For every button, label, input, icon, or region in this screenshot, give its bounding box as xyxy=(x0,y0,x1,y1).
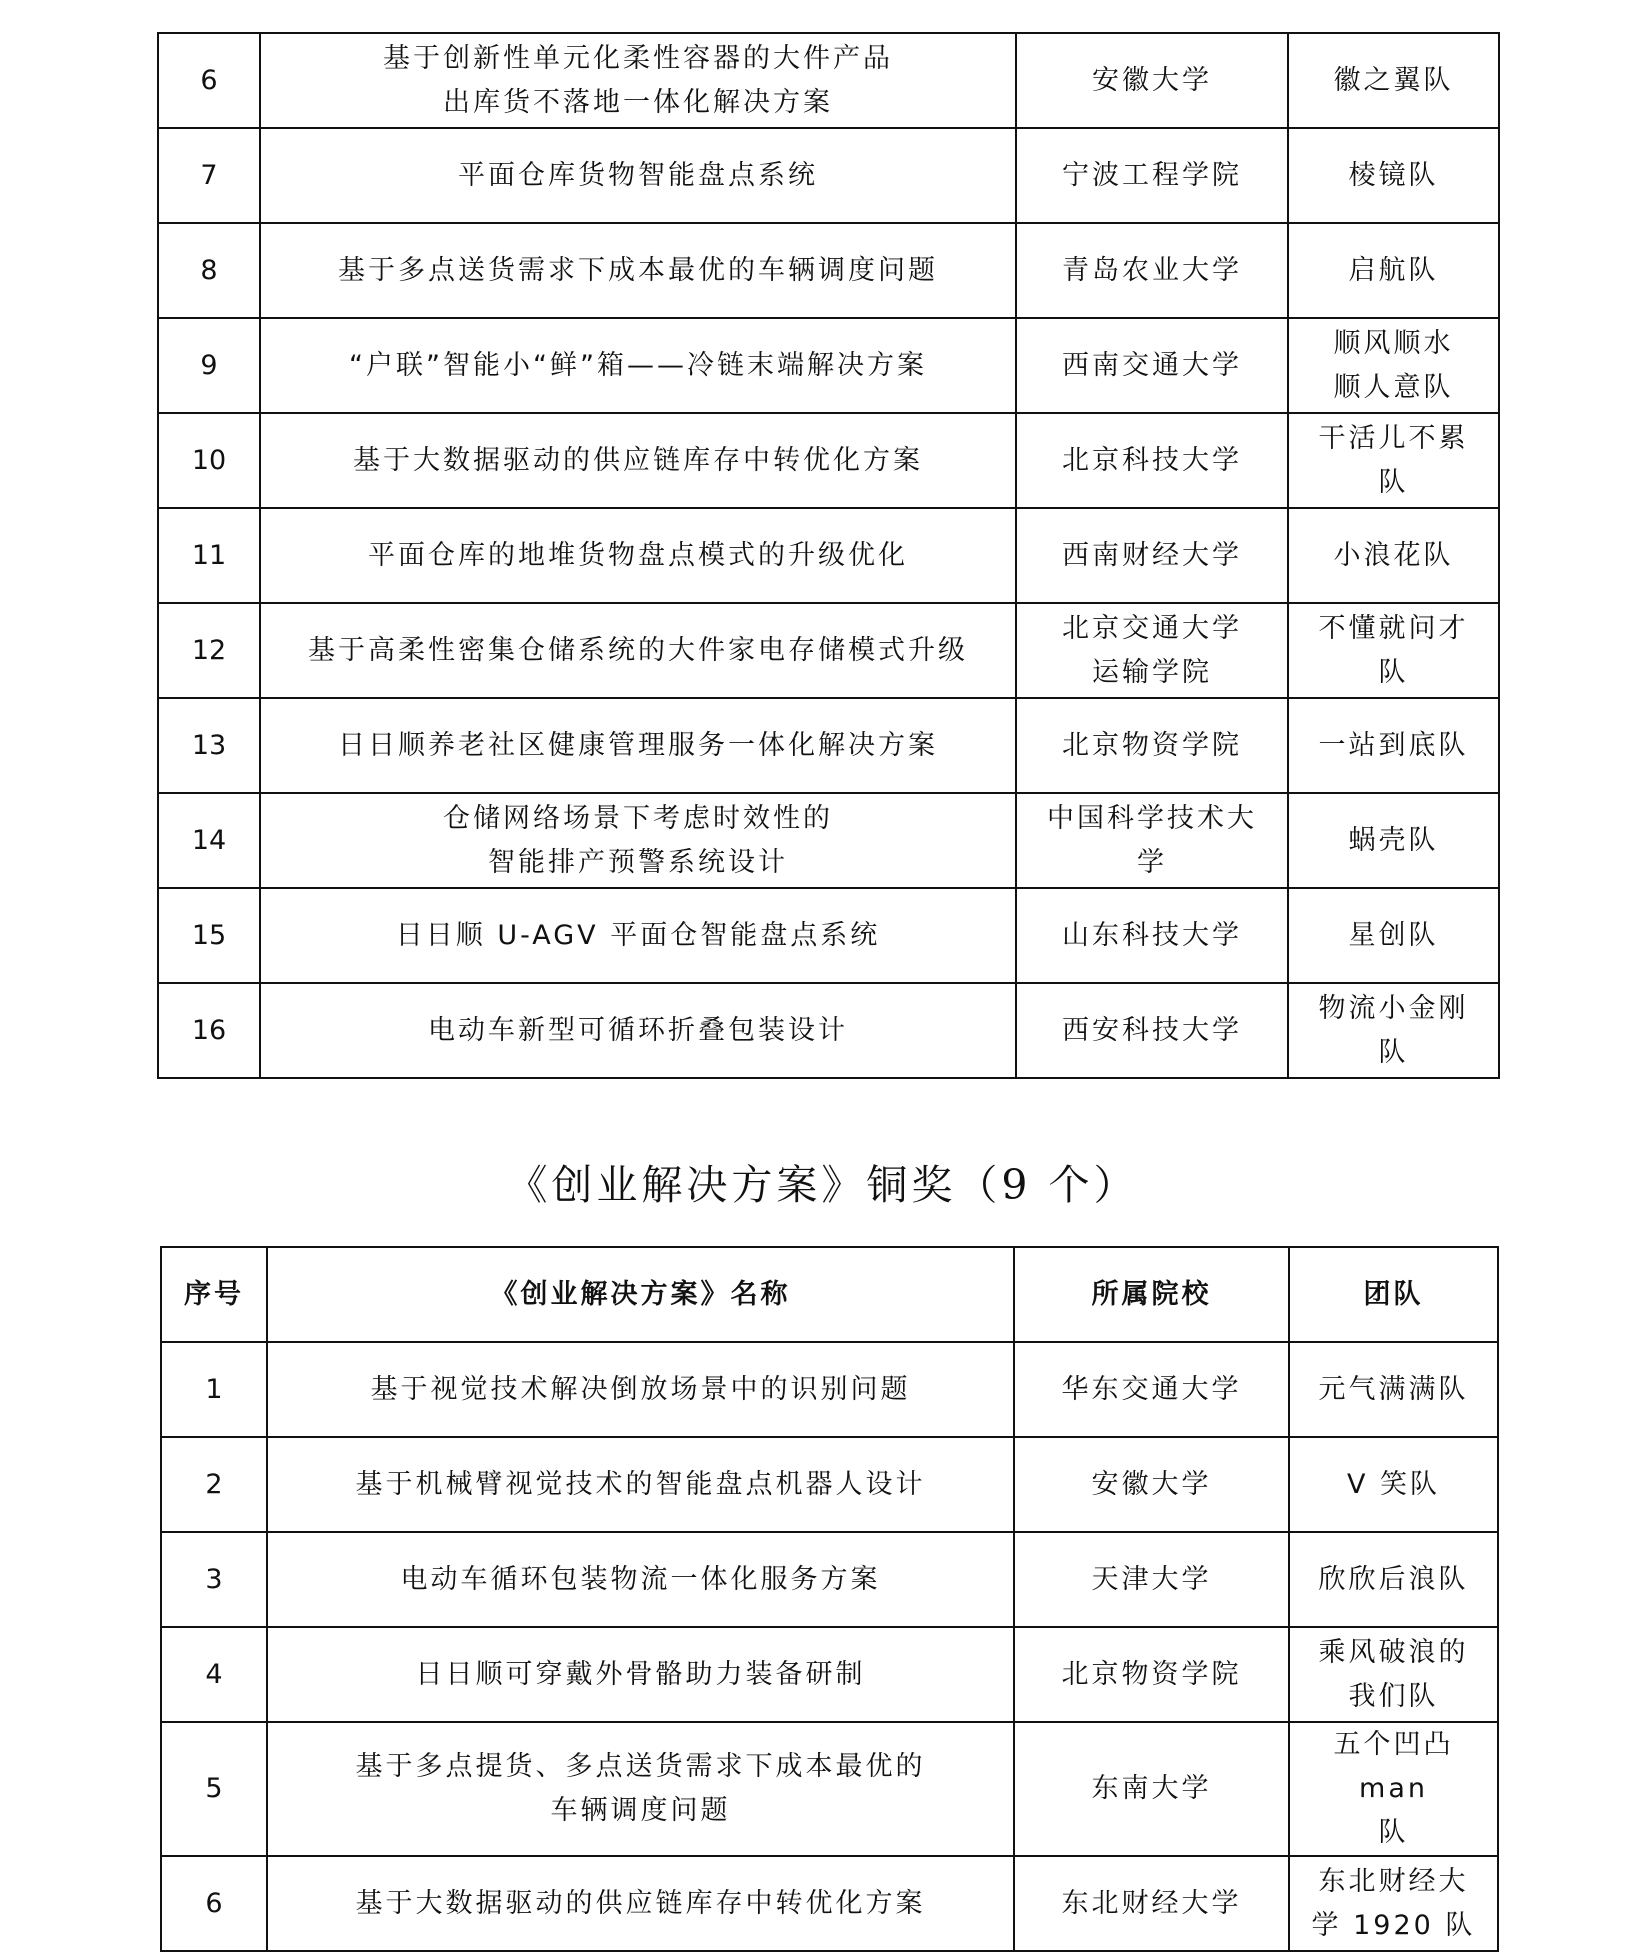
row-team-line: 一站到底队 xyxy=(1318,729,1469,761)
row-team-line: 学 1920 队 xyxy=(1311,1909,1476,1941)
row-number: 14 xyxy=(158,793,260,888)
row-title-line: 基于视觉技术解决倒放场景中的识别问题 xyxy=(370,1373,911,1405)
row-school-line: 宁波工程学院 xyxy=(1062,159,1242,191)
table-row xyxy=(158,508,1499,603)
row-team-line: 队 xyxy=(1378,1036,1409,1068)
table-row xyxy=(158,983,1499,1078)
row-title xyxy=(260,33,1016,128)
row-team xyxy=(1288,888,1499,983)
row-school-line: 安徽大学 xyxy=(1092,64,1212,96)
row-school-line: 北京物资学院 xyxy=(1061,1658,1242,1690)
row-school xyxy=(1014,1342,1289,1437)
table-row xyxy=(161,1627,1498,1722)
row-title xyxy=(267,1342,1014,1437)
row-title-line: “户联”智能小“鲜”箱——冷链末端解决方案 xyxy=(349,349,927,381)
section-title-bronze-award: 《创业解决方案》铜奖（9 个） xyxy=(506,1161,1139,1209)
row-title xyxy=(260,888,1016,983)
award-table-continued xyxy=(157,32,1500,1079)
row-number: 6 xyxy=(158,33,260,128)
row-team-line: 五个凹凸 man xyxy=(1333,1729,1454,1804)
row-title-line: 电动车新型可循环折叠包装设计 xyxy=(428,1014,848,1046)
header-no: 序号 xyxy=(161,1247,267,1342)
row-title-line: 基于高柔性密集仓储系统的大件家电存储模式升级 xyxy=(308,634,968,666)
row-team xyxy=(1288,983,1499,1078)
row-team-line: 顺风顺水 xyxy=(1333,327,1454,359)
row-school-line: 西南交通大学 xyxy=(1062,349,1242,381)
row-team-line: 星创队 xyxy=(1348,919,1439,951)
row-school-line: 北京科技大学 xyxy=(1062,444,1242,476)
row-number: 5 xyxy=(161,1722,267,1856)
row-title xyxy=(267,1627,1014,1722)
row-team-line: 干活儿不累 xyxy=(1318,422,1469,454)
row-school-line: 东北财经大学 xyxy=(1061,1887,1242,1919)
bronze-award-table xyxy=(160,1246,1499,1952)
row-number: 12 xyxy=(158,603,260,698)
row-team-line: 欣欣后浪队 xyxy=(1318,1563,1469,1595)
table-row xyxy=(161,1342,1498,1437)
row-team xyxy=(1288,793,1499,888)
table-row xyxy=(158,33,1499,128)
row-school xyxy=(1014,1722,1289,1856)
row-school xyxy=(1016,888,1288,983)
table-row xyxy=(158,318,1499,413)
table-row xyxy=(158,793,1499,888)
row-title-line: 出库货不落地一体化解决方案 xyxy=(443,86,833,118)
row-title-line: 基于大数据驱动的供应链库存中转优化方案 xyxy=(353,444,923,476)
table-row xyxy=(158,413,1499,508)
row-team xyxy=(1289,1437,1498,1532)
row-team-line: 蜗壳队 xyxy=(1348,824,1439,856)
row-number: 15 xyxy=(158,888,260,983)
row-number: 6 xyxy=(161,1856,267,1951)
table-row xyxy=(161,1856,1498,1951)
table-row xyxy=(161,1532,1498,1627)
row-school-line: 运输学院 xyxy=(1092,656,1212,688)
row-title-line: 基于多点提货、多点送货需求下成本最优的 xyxy=(355,1751,926,1782)
table-row xyxy=(158,223,1499,318)
row-school xyxy=(1014,1856,1289,1951)
row-team xyxy=(1288,128,1499,223)
row-title-line: 日日顺 U-AGV 平面仓智能盘点系统 xyxy=(395,919,881,951)
row-team-line: 棱镜队 xyxy=(1348,159,1439,191)
row-number: 1 xyxy=(161,1342,267,1437)
row-team-line: 我们队 xyxy=(1348,1680,1439,1712)
row-title-line: 车辆调度问题 xyxy=(550,1795,731,1826)
row-school xyxy=(1016,603,1288,698)
row-school-line: 中国科学技术大 xyxy=(1047,802,1257,834)
row-title-line: 基于机械臂视觉技术的智能盘点机器人设计 xyxy=(355,1468,926,1500)
table-row xyxy=(158,128,1499,223)
row-title xyxy=(260,603,1016,698)
table-row xyxy=(161,1437,1498,1532)
row-school-line: 东南大学 xyxy=(1091,1773,1212,1804)
row-title-line: 基于多点送货需求下成本最优的车辆调度问题 xyxy=(338,254,938,286)
table-row xyxy=(158,603,1499,698)
row-number: 4 xyxy=(161,1627,267,1722)
row-number: 7 xyxy=(158,128,260,223)
row-team-line: 小浪花队 xyxy=(1333,539,1454,571)
row-school-line: 西南财经大学 xyxy=(1062,539,1242,571)
row-number: 10 xyxy=(158,413,260,508)
row-school-line: 学 xyxy=(1137,846,1167,878)
table-row xyxy=(158,698,1499,793)
row-title-line: 基于大数据驱动的供应链库存中转优化方案 xyxy=(355,1887,926,1919)
row-team xyxy=(1289,1532,1498,1627)
header-school: 所属院校 xyxy=(1014,1247,1289,1342)
row-team xyxy=(1289,1722,1498,1856)
row-title xyxy=(260,983,1016,1078)
row-title xyxy=(260,223,1016,318)
row-team xyxy=(1288,33,1499,128)
row-team-line: V 笑队 xyxy=(1346,1468,1441,1500)
row-number: 2 xyxy=(161,1437,267,1532)
row-school xyxy=(1014,1532,1289,1627)
row-number: 9 xyxy=(158,318,260,413)
row-team-line: 乘风破浪的 xyxy=(1318,1636,1469,1668)
row-school xyxy=(1016,33,1288,128)
header-team: 团队 xyxy=(1289,1247,1498,1342)
row-school xyxy=(1016,128,1288,223)
row-team-line: 队 xyxy=(1378,466,1409,498)
row-school-line: 安徽大学 xyxy=(1091,1468,1212,1500)
row-team xyxy=(1288,223,1499,318)
row-number: 11 xyxy=(158,508,260,603)
row-title xyxy=(267,1856,1014,1951)
row-team xyxy=(1288,318,1499,413)
row-team xyxy=(1288,603,1499,698)
row-school xyxy=(1014,1627,1289,1722)
row-school xyxy=(1016,318,1288,413)
row-school-line: 华东交通大学 xyxy=(1061,1373,1242,1405)
bronze-award-table-body xyxy=(161,1342,1498,1951)
row-team-line: 物流小金刚 xyxy=(1318,992,1469,1024)
row-title-line: 智能排产预警系统设计 xyxy=(488,846,788,878)
row-team xyxy=(1288,413,1499,508)
row-team-line: 元气满满队 xyxy=(1318,1373,1469,1405)
row-title xyxy=(260,508,1016,603)
row-school-line: 西安科技大学 xyxy=(1062,1014,1242,1046)
row-team xyxy=(1288,698,1499,793)
row-title-line: 电动车循环包装物流一体化服务方案 xyxy=(400,1563,881,1595)
row-team-line: 不懂就问才 xyxy=(1318,612,1469,644)
row-team-line: 顺人意队 xyxy=(1333,371,1454,403)
table-row xyxy=(161,1722,1498,1856)
row-title xyxy=(260,128,1016,223)
row-school-line: 北京物资学院 xyxy=(1062,729,1242,761)
row-team-line: 徽之翼队 xyxy=(1333,64,1454,96)
row-title-line: 基于创新性单元化柔性容器的大件产品 xyxy=(383,42,893,74)
row-school-line: 天津大学 xyxy=(1091,1563,1212,1595)
row-title-line: 日日顺可穿戴外骨骼助力装备研制 xyxy=(415,1658,866,1690)
row-school xyxy=(1016,413,1288,508)
row-school xyxy=(1016,508,1288,603)
row-team-line: 东北财经大 xyxy=(1318,1865,1469,1897)
row-school xyxy=(1016,223,1288,318)
table-header-row xyxy=(161,1247,1498,1342)
row-title-line: 日日顺养老社区健康管理服务一体化解决方案 xyxy=(338,729,938,761)
header-title: 《创业解决方案》名称 xyxy=(267,1247,1014,1342)
row-team xyxy=(1288,508,1499,603)
row-title xyxy=(260,413,1016,508)
row-school-line: 山东科技大学 xyxy=(1062,919,1242,951)
row-number: 16 xyxy=(158,983,260,1078)
row-number: 13 xyxy=(158,698,260,793)
row-title-line: 平面仓库的地堆货物盘点模式的升级优化 xyxy=(368,539,908,571)
row-title xyxy=(267,1437,1014,1532)
row-school xyxy=(1016,698,1288,793)
table-row xyxy=(158,888,1499,983)
row-number: 8 xyxy=(158,223,260,318)
row-team xyxy=(1289,1856,1498,1951)
row-team-line: 启航队 xyxy=(1348,254,1439,286)
row-team-line: 队 xyxy=(1378,1817,1409,1848)
row-team-line: 队 xyxy=(1378,656,1409,688)
row-school xyxy=(1014,1437,1289,1532)
row-title-line: 仓储网络场景下考虑时效性的 xyxy=(443,802,833,834)
row-team xyxy=(1289,1342,1498,1437)
row-title xyxy=(260,698,1016,793)
row-team xyxy=(1289,1627,1498,1722)
row-school-line: 青岛农业大学 xyxy=(1062,254,1242,286)
row-title xyxy=(260,318,1016,413)
row-number: 3 xyxy=(161,1532,267,1627)
row-title xyxy=(260,793,1016,888)
row-title-line: 平面仓库货物智能盘点系统 xyxy=(458,159,818,191)
row-school xyxy=(1016,983,1288,1078)
row-school xyxy=(1016,793,1288,888)
row-title xyxy=(267,1722,1014,1856)
award-table-continued-body xyxy=(158,33,1499,1078)
row-title xyxy=(267,1532,1014,1627)
row-school-line: 北京交通大学 xyxy=(1062,612,1242,644)
